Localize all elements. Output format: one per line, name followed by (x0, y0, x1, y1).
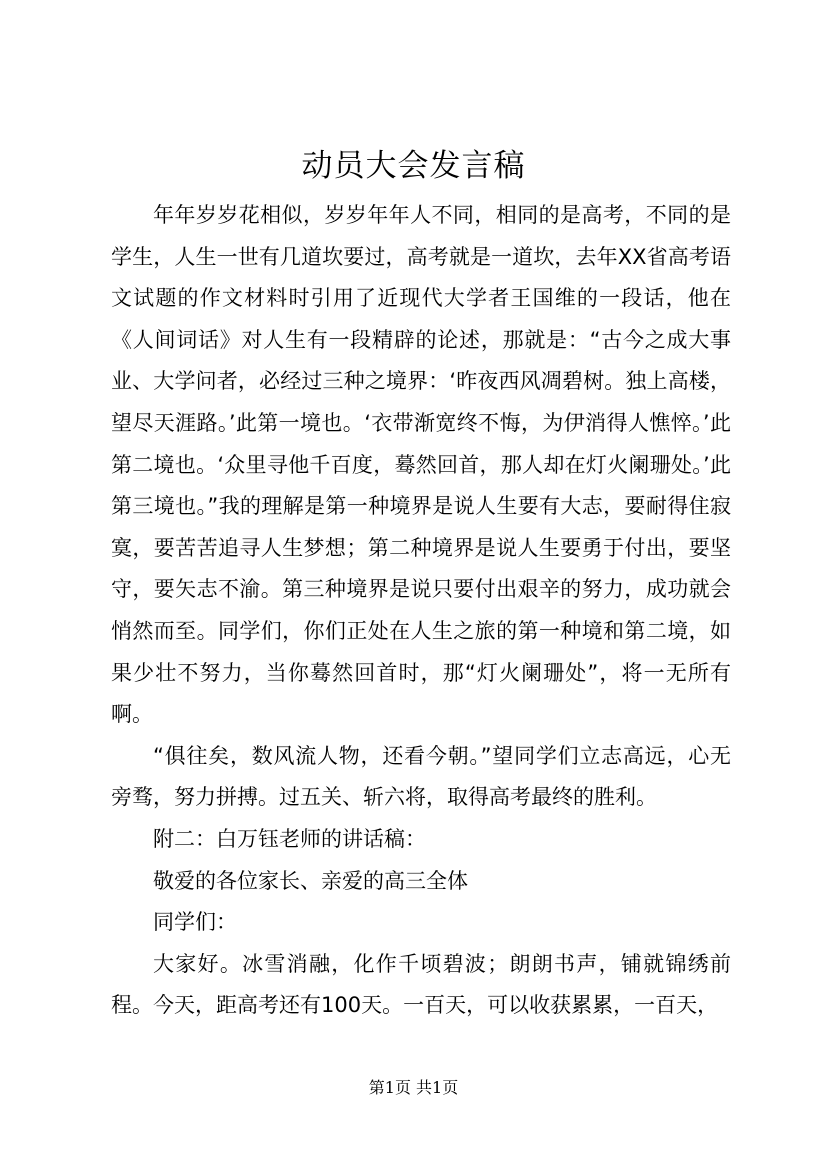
document-body (111, 195, 731, 1027)
paragraph-5: 同学们： (153, 910, 237, 935)
paragraph-3: 附二：白万钰老师的讲话稿： (153, 826, 426, 851)
paragraph-6: 大家好。冰雪消融，化作千顷碧波；朗朗书声，铺就锦绣前程。今天，距高考还有100天。一百天，可以收获累累，一百天， (111, 951, 731, 1018)
paragraph-1: 年年岁岁花相似，岁岁年年人不同，相同的是高考，不同的是学生，人生一世有几道坎要过，高考就是一道坎，去年XX省高考语文试题的作文材料时引用了近现代大学者王国维的一段话，他在《人间词话》对人生有一段精辟的论述，那就是：“古今之成大事业、大学问者，必经过三种之境界：‘昨夜西风凋碧树。独上高楼，望尽天涯路。’此第一境也。‘衣带渐宽终不悔，为伊消得人憔悴。’此第二境也。‘众里寻他千百度，蓦然回首，那人却在灯火阑珊处。’此第三境也。”我的理解是第一种境界是说人生要有大志，要耐得住寂寞，要苦苦追寻人生梦想；第二种境界是说人生要勇于付出，要坚守，要矢志不渝。第三种境界是说只要付出艰辛的努力，成功就会悄然而至。同学们，你们正处在人生之旅的第一种境和第二境，如果少壮不努力，当你蓦然回首时，那“灯火阑珊处”，将一无所有啊。 (111, 203, 731, 727)
document-title: 动员大会发言稿 (301, 148, 526, 184)
page-footer: 第1页 共1页 (368, 1078, 459, 1097)
paragraph-4: 敬爱的各位家长、亲爱的高三全体 (153, 868, 468, 893)
paragraph-2: “俱往矣，数风流人物，还看今朝。”望同学们立志高远，心无旁骛，努力拼搏。过五关、斩六将，取得高考最终的胜利。 (111, 743, 731, 810)
